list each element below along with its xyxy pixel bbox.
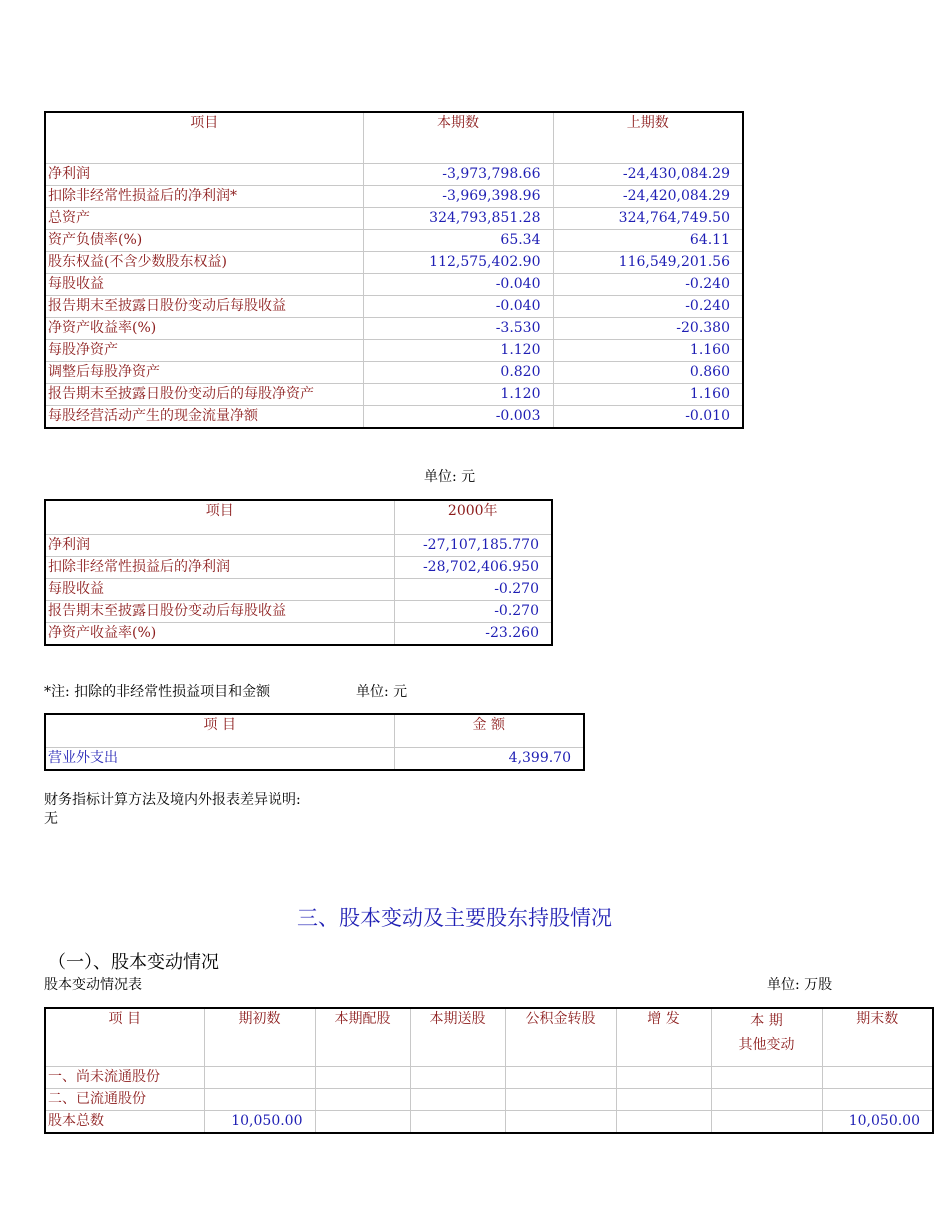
cell-value [616,1111,711,1134]
header-line: 其他变动 [738,1037,795,1053]
prior-value: 1.160 [553,340,743,362]
row-value: -23.260 [394,623,552,646]
cell-value [410,1089,505,1111]
current-value: -3.530 [363,318,553,340]
table-row [45,318,743,340]
cell-value [711,1067,822,1089]
prior-value: 1.160 [553,384,743,406]
note-label: *注: 扣除的非经常性损益项目和金额 [44,684,271,700]
table-row [45,384,743,406]
current-value: 65.34 [363,230,553,252]
non-recurring-items-table [44,713,585,771]
column-header: 项目 [45,500,394,535]
table-row [45,601,552,623]
cell-value [315,1111,410,1134]
row-label: 净利润 [45,164,363,186]
table-header-row [45,1008,933,1067]
row-label: 股本总数 [45,1111,204,1134]
row-label: 扣除非经常性损益后的净利润* [45,186,363,208]
current-value: -0.003 [363,406,553,429]
row-label: 净资产收益率(%) [45,318,363,340]
table-row [45,252,743,274]
note-unit: 单位: 元 [356,684,408,700]
table-row [45,186,743,208]
cell-value [505,1089,616,1111]
cell-value [505,1067,616,1089]
table-row [45,340,743,362]
table-caption: 股本变动情况表 [44,977,142,993]
prior-value: -0.240 [553,296,743,318]
row-value: -28,702,406.950 [394,557,552,579]
row-label: 每股收益 [45,274,363,296]
row-value: -0.270 [394,601,552,623]
prior-value: 64.11 [553,230,743,252]
table-row [45,208,743,230]
cell-value [616,1089,711,1111]
section-title: 三、股本变动及主要股东持股情况 [297,906,612,930]
table-header-row [45,500,552,535]
table-row [45,164,743,186]
row-label: 调整后每股净资产 [45,362,363,384]
cell-value: 10,050.00 [822,1111,933,1134]
row-label: 二、已流通股份 [45,1089,204,1111]
explain-value: 无 [44,811,58,827]
row-label: 营业外支出 [45,748,394,771]
cell-value [711,1089,822,1111]
subsection-title: （一）、股本变动情况 [48,952,219,973]
column-header: 增 发 [616,1008,711,1067]
current-value: 1.120 [363,384,553,406]
column-header: 期末数 [822,1008,933,1067]
current-value: -0.040 [363,274,553,296]
cell-value: 10,050.00 [204,1111,315,1134]
table-header-row [45,112,743,164]
table-row [45,296,743,318]
cell-value [822,1089,933,1111]
current-value: 324,793,851.28 [363,208,553,230]
column-header: 项 目 [45,1008,204,1067]
current-value: 1.120 [363,340,553,362]
prior-value: -20.380 [553,318,743,340]
cell-value [410,1067,505,1089]
current-value: 0.820 [363,362,553,384]
row-label: 报告期末至披露日股份变动后每股收益 [45,296,363,318]
financial-indicators-table [44,111,744,429]
cell-value [315,1089,410,1111]
table-row [45,230,743,252]
row-value: 4,399.70 [394,748,584,771]
column-header: 项 目 [45,714,394,748]
column-header [711,1008,822,1067]
cell-value [616,1067,711,1089]
current-value: -3,973,798.66 [363,164,553,186]
prior-value: -0.010 [553,406,743,429]
column-header: 项目 [45,112,363,164]
cell-value [822,1067,933,1089]
column-header: 期初数 [204,1008,315,1067]
table-row [45,1067,933,1089]
row-label: 报告期末至披露日股份变动后的每股净资产 [45,384,363,406]
table-row [45,406,743,429]
column-header: 2000年 [394,500,552,535]
row-label: 股东权益(不含少数股东权益) [45,252,363,274]
row-label: 扣除非经常性损益后的净利润 [45,557,394,579]
table-row [45,1111,933,1134]
cell-value [204,1067,315,1089]
table-header-row [45,714,584,748]
prior-value: -24,420,084.29 [553,186,743,208]
table-row [45,362,743,384]
table-row [45,557,552,579]
row-label: 每股经营活动产生的现金流量净额 [45,406,363,429]
column-header: 本期送股 [410,1008,505,1067]
share-capital-change-table [44,1007,934,1134]
row-label: 一、尚未流通股份 [45,1067,204,1089]
row-label: 资产负债率(%) [45,230,363,252]
prior-value: 324,764,749.50 [553,208,743,230]
header-line: 本 期 [750,1013,783,1029]
cell-value [204,1089,315,1111]
table-row [45,274,743,296]
column-header: 金 额 [394,714,584,748]
column-header: 本期数 [363,112,553,164]
row-label: 总资产 [45,208,363,230]
row-label: 报告期末至披露日股份变动后每股收益 [45,601,394,623]
row-label: 每股净资产 [45,340,363,362]
column-header: 上期数 [553,112,743,164]
table-row [45,623,552,646]
table-row [45,535,552,557]
row-label: 净利润 [45,535,394,557]
column-header: 公积金转股 [505,1008,616,1067]
prior-value: -24,430,084.29 [553,164,743,186]
cell-value [410,1111,505,1134]
row-label: 每股收益 [45,579,394,601]
year-2000-table [44,499,553,646]
column-header: 本期配股 [315,1008,410,1067]
current-value: 112,575,402.90 [363,252,553,274]
cell-value [315,1067,410,1089]
current-value: -3,969,398.96 [363,186,553,208]
cell-value [505,1111,616,1134]
table-unit: 单位: 万股 [767,977,833,993]
current-value: -0.040 [363,296,553,318]
unit-label: 单位: 元 [424,469,476,485]
table-row [45,1089,933,1111]
cell-value [711,1111,822,1134]
row-label: 净资产收益率(%) [45,623,394,646]
table-row [45,579,552,601]
table-row [45,748,584,771]
prior-value: 0.860 [553,362,743,384]
explain-label: 财务指标计算方法及境内外报表差异说明: [44,792,301,808]
prior-value: -0.240 [553,274,743,296]
row-value: -27,107,185.770 [394,535,552,557]
row-value: -0.270 [394,579,552,601]
prior-value: 116,549,201.56 [553,252,743,274]
